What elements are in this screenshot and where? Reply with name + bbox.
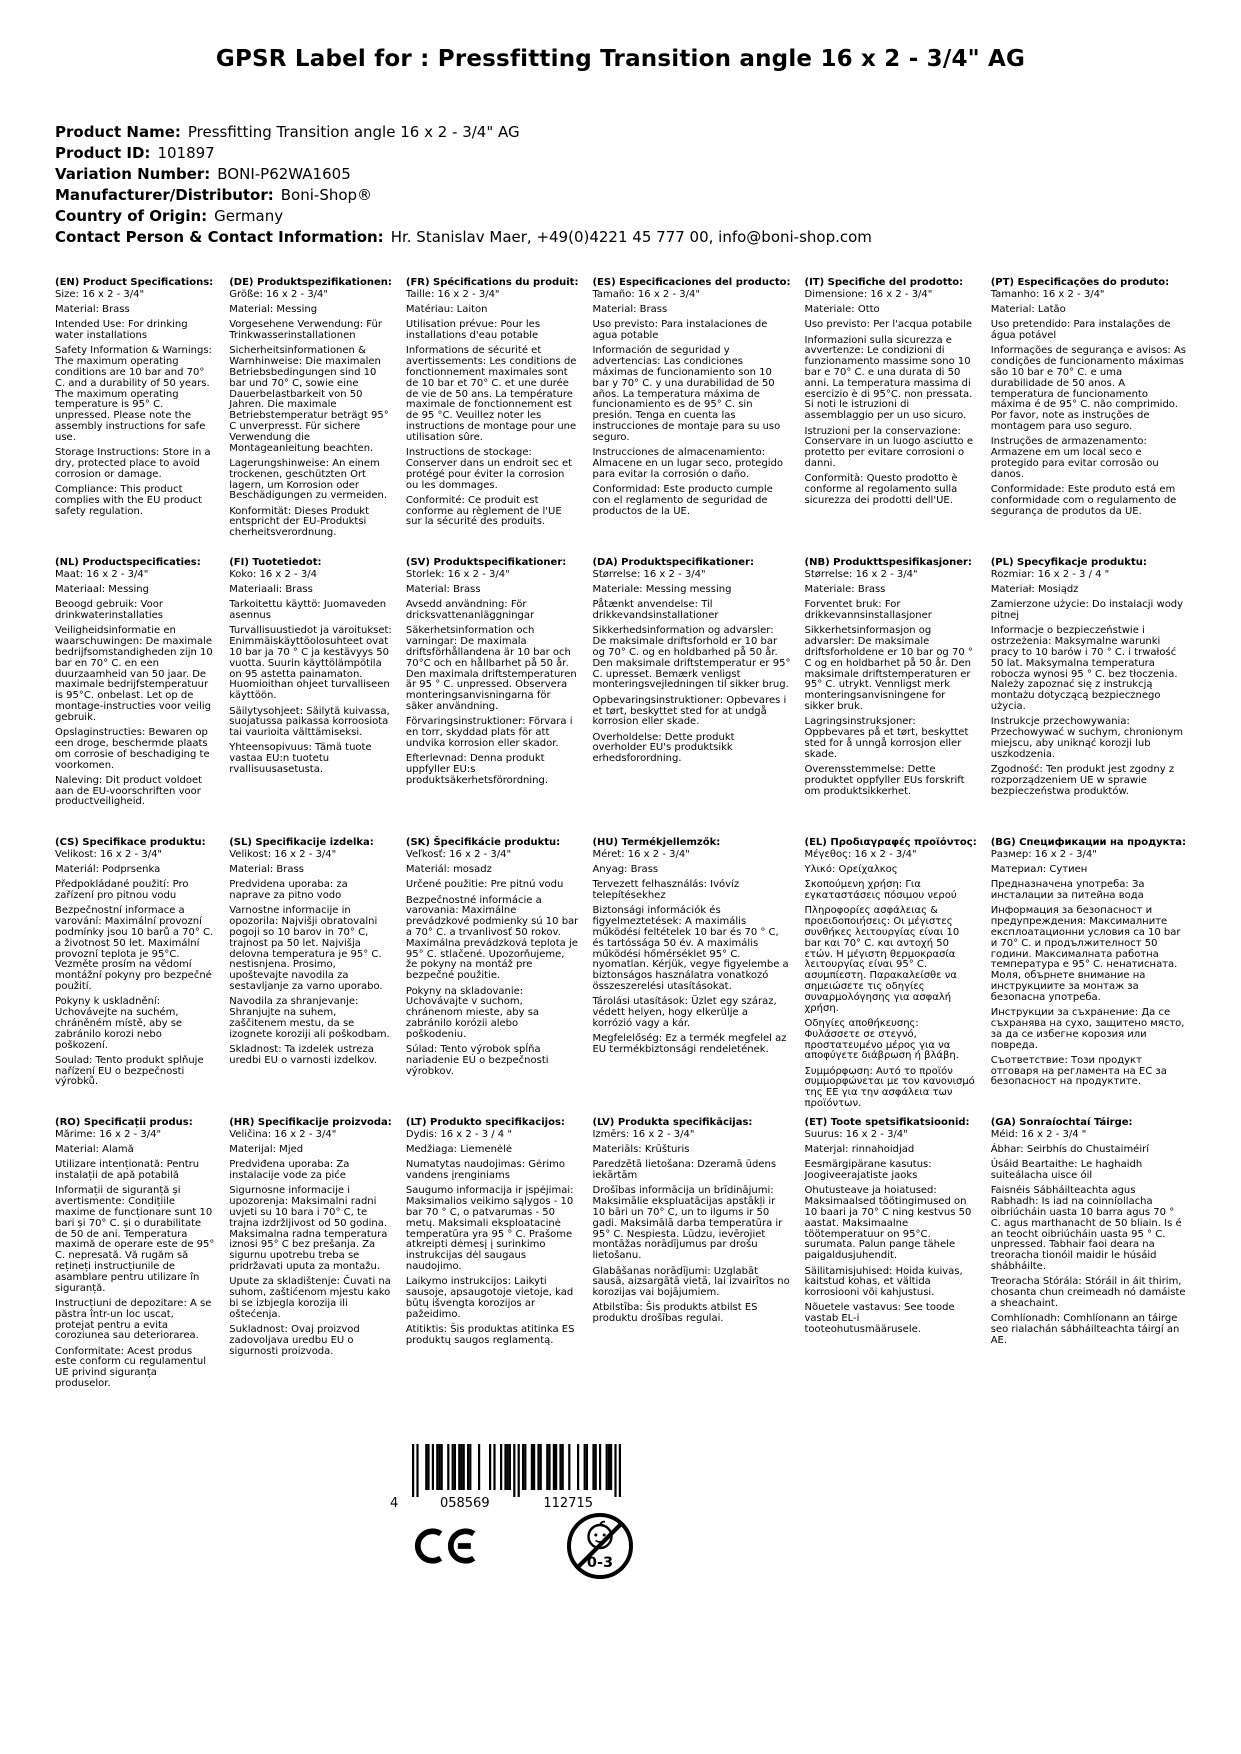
spec-block xyxy=(805,558,977,838)
spec-paragraphs xyxy=(55,850,215,1088)
spec-block xyxy=(991,1118,1186,1398)
spec-block xyxy=(55,1118,215,1398)
spec-paragraph: Materiale: Brass xyxy=(804,584,886,596)
spec-paragraph: Informații de siguranță și avertismente: Condițiile maxime de funcționare sunt 10 bari și 70° C. și o durabilitate de 50 de ani. Temperatura maximă de operare este de 95° C. nepresată. Vă rugăm să rețineți instrucțiunile de asamblare pentru utilizare în siguranță. xyxy=(55,1185,215,1294)
spec-paragraph: Instructions de stockage: Conserver dans un endroit sec et protégé pour éviter la corrosion ou les dommages. xyxy=(405,447,573,491)
spec-paragraph: Dydis: 16 x 2 - 3 / 4 " xyxy=(405,1128,512,1140)
spec-heading: (DA) Produktspecifikationer: xyxy=(592,557,754,568)
spec-paragraph: Uso previsto: Per l'acqua potabile xyxy=(804,319,973,331)
spec-heading: (BG) Спецификации на продукта: xyxy=(990,837,1186,848)
spec-paragraph: Predvidena uporaba: za naprave za pitno vodo xyxy=(229,879,348,902)
spec-paragraph: Glabāšanas norādījumi: Uzglabāt sausā, aizsargātā vietā, lai izvairītos no korozijas vai bojājumiem. xyxy=(592,1265,790,1299)
spec-paragraph: Mărime: 16 x 2 - 3/4" xyxy=(55,1128,162,1140)
spec-heading: (ES) Especificaciones del producto: xyxy=(592,277,791,288)
product-field-row xyxy=(55,122,872,143)
page-title: GPSR Label for : Pressfitting Transition angle 16 x 2 - 3/4" AG xyxy=(215,46,1026,72)
spec-paragraph: Drošības informācija un brīdinājumi: Maksimālie ekspluatācijas apstākļi ir 10 bāri un 70° C, un to ilgums ir 50 gadi. Maksimālā darba temperatūra ir 95° C. Nespiesta. Lūdzu, ievērojiet montāžas norādījumus par drošu lietošanu. xyxy=(592,1185,783,1262)
spec-paragraph: Utilizare intenționată: Pentru instalații de apă potabilă xyxy=(55,1159,200,1182)
spec-paragraph: Maat: 16 x 2 - 3/4" xyxy=(55,568,149,580)
spec-paragraph: Πληροφορίες ασφάλειας & προειδοποιήσεις: Οι μέγιστες συνθήκες λειτουργίας είναι 10 bar και 70° C. και αντοχή 50 ετών. Η μέγιστη θερμοκρασία λειτουργίας είναι 95° C. ασυμπίεστη. Παρακαλείσθε να σημειώσετε τις οδηγίες συναρμολόγησης για ασφαλή χρήση. xyxy=(804,905,960,1014)
product-field-row xyxy=(55,164,872,185)
spec-block xyxy=(406,278,579,558)
product-info-section xyxy=(55,122,872,248)
spec-block xyxy=(592,558,790,838)
spec-paragraph: Koko: 16 x 2 - 3/4 xyxy=(229,568,317,580)
spec-paragraph: Storage Instructions: Store in a dry, protected place to avoid corrosion or damage. xyxy=(55,447,211,480)
spec-paragraph: Material: Alamă xyxy=(55,1144,134,1156)
spec-paragraph: Materjal: rinnahoidjad xyxy=(804,1144,915,1156)
spec-paragraph: Materiál: mosadz xyxy=(405,864,492,876)
product-field-row xyxy=(55,206,872,227)
barcode-digits-group2: 112715 xyxy=(543,1496,594,1510)
spec-paragraph: Conformidad: Este producto cumple con el reglamento de seguridad de productos de la UE. xyxy=(592,484,773,517)
spec-paragraph: Predviđena uporaba: Za instalacije vode za piće xyxy=(229,1159,350,1182)
spec-block xyxy=(991,558,1186,838)
spec-paragraph: Instrucțiuni de depozitare: A se păstra într-un loc uscat, protejat pentru a evita coroziunea sau deteriorarea. xyxy=(55,1297,212,1342)
spec-paragraphs xyxy=(805,850,977,1110)
spec-paragraph: Materiāls: Krūšturis xyxy=(592,1144,690,1156)
spec-heading: (HU) Termékjellemzők: xyxy=(592,837,721,848)
spec-paragraph: Biztonsági információk és figyelmeztetések: A maximális működési feltételek 10 bar és 70 ° C, és tartóssága 50 év. A maximális működési hőmérséklet 95° C. nyomatlan. Kérjük, vegye figyelembe a biztonságos használatra vonatkozó összeszerelési utasításokat. xyxy=(592,905,789,993)
spec-paragraph: Faisnéis Sábháilteachta agus Rabhadh: Is iad na coinníollacha oibriúcháin uasta 10 barra agus 70 ° C. agus marthanacht de 50 bliain. Is é an teocht oibriúcháin uasta 95 ° C. unpressed. Tabhair faoi deara na treoracha tionóil maidir le húsáid shábháilte. xyxy=(990,1185,1182,1273)
product-field-label: Variation Number: xyxy=(55,165,211,183)
product-field-label: Contact Person & Contact Information: xyxy=(55,228,384,246)
spec-paragraphs xyxy=(55,570,215,808)
spec-paragraphs xyxy=(406,850,579,1078)
spec-paragraph: Veľkosť: 16 x 2 - 3/4" xyxy=(405,848,512,860)
spec-paragraph: Инструкции за съхранение: Да се съхранява на сухо, защитено място, за да се избегне корозия или повреда. xyxy=(990,1007,1185,1051)
spec-heading: (FI) Tuotetiedot: xyxy=(229,557,322,568)
spec-block xyxy=(592,838,790,1118)
spec-paragraph: Upute za skladištenje: Čuvati na suhom, zaštićenom mjestu kako bi se izbjegla korozija ili oštećenja. xyxy=(229,1276,391,1320)
spec-paragraph: Rozmiar: 16 x 2 - 3 / 4 " xyxy=(990,568,1110,580)
spec-paragraph: Material: Latão xyxy=(990,304,1066,316)
product-field-value: Hr. Stanislav Maer, +49(0)4221 45 777 00, info@boni-shop.com xyxy=(390,228,872,246)
spec-paragraph: Předpokládané použití: Pro zařízení pro pitnou vodu xyxy=(55,879,189,902)
spec-paragraph: Atitiktis: Šis produktas atitinka ES produktų saugos reglamentą. xyxy=(405,1324,575,1346)
spec-paragraph: Предназначена употреба: За инсталации за питейна вода xyxy=(990,879,1145,902)
spec-paragraph: Material: Brass xyxy=(405,584,481,596)
spec-block xyxy=(406,838,579,1118)
spec-paragraph: Veličina: 16 x 2 - 3/4" xyxy=(229,1128,337,1140)
compliance-marks xyxy=(412,1510,636,1582)
spec-paragraph: Informações de segurança e avisos: As condições de funcionamento máximas são 10 bar e 70° C. e uma durabilidade de 50 anos. A temperatura de funcionamento máxima é de 95° C. não comprimido. Por favor, note as instruções de montagem para uso seguro. xyxy=(990,345,1187,433)
spec-paragraph: Uso pretendido: Para instalações de água potável xyxy=(990,319,1171,342)
spec-block xyxy=(991,278,1186,558)
spec-paragraph: Материал: Сутиен xyxy=(990,864,1088,876)
barcode-section xyxy=(388,1444,628,1514)
spec-paragraph: Größe: 16 x 2 - 3/4" xyxy=(229,288,329,300)
spec-paragraph: Velikost: 16 x 2 - 3/4" xyxy=(55,848,163,860)
spec-block xyxy=(55,838,215,1118)
spec-paragraph: Ohutusteave ja hoiatused: Maksimaalsed töötingimused on 10 baari ja 70° C ning kestvus 50 aastat. Maksimaalne töötemperatuur on 95°C. surumata. Palun pange tähele paigaldusjuhendit. xyxy=(804,1185,972,1262)
product-field-value: Germany xyxy=(214,207,284,225)
product-field-value: Boni-Shop® xyxy=(280,186,373,204)
spec-heading: (SK) Špecifikácie produktu: xyxy=(405,837,561,848)
spec-paragraph: Materiál: Podprsenka xyxy=(55,864,161,876)
spec-paragraph: Информация за безопасност и предупреждения: Максималните експлоатационни условия са 10 bar и 70° C. и продължителност 50 години. Максималната работна температура е 95° C. ненатисната. Моля, обърнете внимание на инструкциите за монтаж за безопасна употреба. xyxy=(990,905,1181,1003)
spec-paragraph: Informations de sécurité et avertissements: Les conditions de fonctionnement maximales sont de 10 bar et 70° C. et une durée de vie de 50 ans. La température maximale de fonctionnement est de 95 °C. Veuillez noter les instructions de montage pour une utilisation sûre. xyxy=(405,345,577,443)
spec-paragraph: Material: Brass xyxy=(55,304,130,316)
spec-paragraph: Conformité: Ce produit est conforme au règlement de l'UE sur la sécurité des produits. xyxy=(405,494,562,528)
barcode-digits-group1: 058569 xyxy=(439,1496,490,1510)
spec-paragraph: Suurus: 16 x 2 - 3/4" xyxy=(804,1128,908,1140)
product-field-label: Country of Origin: xyxy=(55,207,208,225)
spec-paragraph: Uso previsto: Para instalaciones de agua potable xyxy=(592,319,768,342)
spec-paragraph: Förvaringsinstruktioner: Förvara i en torr, skyddad plats för att undvika korrosion eller skador. xyxy=(405,716,573,749)
spec-paragraph: Paredzētā lietošana: Dzeramā ūdens iekārtām xyxy=(592,1159,777,1182)
barcode-digit-left: 4 xyxy=(390,1496,399,1510)
spec-paragraph: Съответствие: Този продукт отговаря на регламента на ЕС за безопасност на продуктите. xyxy=(990,1054,1167,1088)
spec-paragraph: Turvallisuustiedot ja varoitukset: Enimmäiskäyttöolosuhteet ovat 10 bar ja 70 ° C ja kestävyys 50 vuotta. Suurin käyttölämpötila on 95 astetta painamaton. Huomioithan ohjeet turvalliseen käyttöön. xyxy=(229,625,392,702)
spec-paragraph: Conformitate: Acest produs este conform cu regulamentul UE privind siguranța produselor. xyxy=(55,1345,206,1390)
spec-paragraph: Utilisation prévue: Pour les installations d'eau potable xyxy=(405,319,541,342)
product-field-value: Pressfitting Transition angle 16 x 2 - 3/4" AG xyxy=(187,123,520,141)
spec-paragraphs xyxy=(592,1130,790,1325)
spec-paragraph: Conformità: Questo prodotto è conforme al regolamento sulla sicurezza dei prodotti dell'UE. xyxy=(804,473,958,506)
spec-paragraphs xyxy=(991,290,1186,518)
spec-paragraphs xyxy=(991,1130,1186,1347)
spec-paragraph: Úsáid Beartaithe: Le haghaidh suiteálacha uisce óil xyxy=(990,1159,1143,1182)
spec-paragraph: Informazioni sulla sicurezza e avvertenze: Le condizioni di funzionamento massime sono 10 bar e 70° C. e una durata di 50 anni. La temperatura massima di esercizio è di 95°C. non pressata. Si noti le istruzioni di assemblaggio per un uso sicuro. xyxy=(804,334,973,422)
spec-paragraph: Sicherheitsinformationen & Warnhinweise: Die maximalen Betriebsbedingungen sind 10 bar und 70° C, sowie eine Dauerbelastbarkeit von 50 Jahren. Die maximale Betriebstemperatur beträgt 95° C unverpresst. Für sichere Verwendung die Montageanleitung beachten. xyxy=(229,345,389,454)
spec-paragraph: Materiale: Messing messing xyxy=(592,584,732,596)
spec-block xyxy=(592,1118,790,1398)
age-warning-label: 0-3 xyxy=(586,1555,614,1571)
spec-paragraph: Overholdelse: Dette produkt overholder EU's produktsikk erhedsforordning. xyxy=(592,731,735,765)
spec-heading: (PL) Specyfikacje produktu: xyxy=(990,557,1147,568)
spec-paragraph: Σκοπούμενη χρήση: Για εγκαταστάσεις πόσιμου νερού xyxy=(804,879,957,902)
spec-block xyxy=(592,278,790,558)
spec-paragraph: Størrelse: 16 x 2 - 3/4" xyxy=(804,568,918,580)
spec-paragraphs xyxy=(55,290,215,518)
spec-block xyxy=(229,278,392,558)
spec-paragraph: Eesmärgipärane kasutus: Joogiveerajatiste jaoks xyxy=(804,1159,932,1182)
spec-paragraph: Sigurnosne informacije i upozorenja: Maksimalni radni uvjeti su 10 bara i 70° C, te trajna izdržljivost od 50 godina. Maksimalna radna temperatura iznosi 95° C bez prešanja. Za sigurnu upotrebu treba se pridržavati uputa za montažu. xyxy=(229,1185,388,1273)
spec-paragraphs xyxy=(229,570,392,776)
product-field-label: Manufacturer/Distributor: xyxy=(55,186,274,204)
spec-paragraph: Materiale: Otto xyxy=(804,304,880,316)
spec-paragraph: Materiaal: Messing xyxy=(55,584,149,596)
product-field-row xyxy=(55,227,872,248)
spec-paragraph: Lagerungshinweise: An einem trockenen, geschützten Ort lagern, um Korrosion oder Beschädigungen zu vermeiden. xyxy=(229,457,388,502)
spec-paragraphs xyxy=(592,290,790,518)
spec-paragraph: Méid: 16 x 2 - 3/4 " xyxy=(990,1128,1087,1140)
spec-paragraph: Soulad: Tento produkt splňuje nařízení EU o bezpečnosti výrobků. xyxy=(55,1054,204,1088)
age-warning-icon xyxy=(564,1510,636,1582)
spec-block xyxy=(406,558,579,838)
spec-heading: (LT) Produkto specifikacijos: xyxy=(405,1117,565,1128)
product-field-label: Product Name: xyxy=(55,123,181,141)
spec-block xyxy=(55,278,215,558)
spec-paragraph: Matériau: Laiton xyxy=(405,304,488,316)
spec-paragraph: Säilytysohjeet: Säilytä kuivassa, suojatussa paikassa korroosiota tai vaurioita välttämiseksi. xyxy=(229,705,390,739)
spec-paragraph: Určené použitie: Pre pitnú vodu xyxy=(405,879,564,891)
spec-paragraphs xyxy=(55,1130,215,1390)
spec-paragraph: Medžiaga: Liemenėlė xyxy=(405,1144,513,1156)
ce-mark-icon xyxy=(412,1521,478,1571)
spec-heading: (SL) Specifikacije izdelka: xyxy=(229,837,374,848)
spec-paragraph: Atbilstība: Šis produkts atbilst ES produktu drošības regulai. xyxy=(592,1302,758,1325)
spec-paragraph: Storlek: 16 x 2 - 3/4" xyxy=(405,568,510,580)
spec-paragraph: Συμμόρφωση: Αυτό το προϊόν συμμορφώνεται με τον κανονισμό της ΕΕ για την ασφάλεια των προϊόντων. xyxy=(804,1065,975,1110)
spec-paragraph: Ábhar: Seirbhís do Chustaiméirí xyxy=(990,1144,1149,1156)
product-field-value: BONI-P62WA1605 xyxy=(217,165,351,183)
product-field-value: 101897 xyxy=(157,144,215,162)
spec-heading: (GA) Sonraíochtaí Táirge: xyxy=(990,1117,1133,1128)
spec-paragraph: Naleving: Dit product voldoet aan de EU-voorschriften voor productveiligheid. xyxy=(55,774,203,808)
spec-paragraph: Bezpečnostní informace a varování: Maximální provozní podmínky jsou 10 barů a 70° C. a životnost 50 let. Maximální provozní teplota je 95°C. Vezměte prosím na vědomí montážní pokyny pro bezpečné použití. xyxy=(55,905,214,993)
spec-paragraphs xyxy=(406,290,579,528)
spec-paragraph: Megfelelőség: Ez a termék megfelel az EU termékbiztonsági rendeletének. xyxy=(592,1033,787,1056)
spec-paragraph: Οδηγίες αποθήκευσης: Φυλάσσετε σε στεγνό, προστατευμένο μέρος για να αποφύγετε διάβρωση ή βλάβη. xyxy=(804,1017,959,1062)
spec-paragraph: Yhteensopivuus: Tämä tuote vastaa EU:n tuotetu rvallisuusasetusta. xyxy=(229,742,372,776)
spec-paragraph: Skladnost: Ta izdelek ustreza uredbi EU o varnosti izdelkov. xyxy=(229,1044,378,1066)
spec-paragraph: Taille: 16 x 2 - 3/4" xyxy=(405,288,500,300)
spec-paragraph: Pokyny k uskladnění: Uchovávejte na suchém, chráněném místě, aby se zabránilo korozi nebo poškození. xyxy=(55,996,183,1051)
spec-paragraph: Zgodność: Ten produkt jest zgodny z rozporządzeniem UE w sprawie bezpieczeństwa produktów. xyxy=(990,764,1175,797)
spec-paragraph: Tamaño: 16 x 2 - 3/4" xyxy=(592,288,700,300)
product-field-row xyxy=(55,185,872,206)
spec-paragraphs xyxy=(406,1130,579,1347)
spec-paragraphs xyxy=(991,850,1186,1088)
spec-heading: (EL) Προδιαγραφές προϊόντος: xyxy=(804,837,977,848)
spec-paragraph: Material: Brass xyxy=(229,864,304,876)
spec-paragraph: Säkerhetsinformation och varningar: De maximala driftsförhållandena är 10 bar och 70°C och en hållbarhet på 50 år. Den maximala driftstemperaturen är 95 ° C. unpressed. Observera monteringsanvisningarna för säker användning. xyxy=(405,625,577,713)
spec-paragraph: Saugumo informacija ir įspėjimai: Maksimalios veikimo sąlygos - 10 bar 70 ° C, o patvarumas - 50 metų. Maksimali eksploatacinė temperatūra yra 95 ° C. Prašome atkreipti dėmesį į surinkimo instrukcijas dėl saugaus naudojimo. xyxy=(405,1185,574,1273)
spec-paragraph: Izmērs: 16 x 2 - 3/4" xyxy=(592,1128,695,1140)
spec-paragraph: Velikost: 16 x 2 - 3/4" xyxy=(229,848,337,860)
spec-paragraph: Material: Brass xyxy=(592,304,668,316)
spec-paragraph: Tarkoitettu käyttö: Juomaveden asennus xyxy=(229,599,387,622)
spec-paragraphs xyxy=(406,570,579,787)
spec-heading: (RO) Specificații produs: xyxy=(55,1117,193,1128)
spec-paragraph: Súlad: Tento výrobok spĺňa nariadenie EÚ o bezpečnosti výrobkov. xyxy=(405,1044,549,1077)
spec-heading: (LV) Produkta specifikācijas: xyxy=(592,1117,753,1128)
spec-paragraphs xyxy=(805,1130,977,1336)
spec-paragraph: Anyag: Brass xyxy=(592,864,659,876)
spec-paragraph: Varnostne informacije in opozorila: Najvišji obratovalni pogoji so 10 barov in 70° C, trajnost pa 50 let. Najvišja delovna temperatura je 95° C. nestisnjena. Prosimo, upoštevajte navodila za sestavljanje za varno uporabo. xyxy=(229,905,383,993)
product-field-label: Product ID: xyxy=(55,144,151,162)
spec-paragraph: Tárolási utasítások: Üzlet egy száraz, védett helyen, hogy elkerülje a korrózió vagy a kár. xyxy=(592,996,777,1029)
spec-paragraph: Opbevaringsinstruktioner: Opbevares i et tørt, beskyttet sted for at undgå korrosion eller skade. xyxy=(592,694,787,728)
spec-block xyxy=(805,278,977,558)
spec-heading: (HR) Specifikacije proizvoda: xyxy=(229,1117,392,1128)
spec-paragraph: Overensstemmelse: Dette produktet oppfyller EUs forskrift om produktsikkerhet. xyxy=(804,764,965,797)
spec-paragraph: Nõuetele vastavus: See toode vastab EL-i tooteohutusmäärusele. xyxy=(804,1302,955,1336)
spec-paragraph: Opslaginstructies: Bewaren op een droge, beschermde plaats om corrosie of beschadiging te voorkomen. xyxy=(55,727,210,771)
spec-paragraph: Materiaali: Brass xyxy=(229,584,313,596)
spec-paragraph: Sikkerhedsinformation og advarsler: De maksimale driftsforhold er 10 bar og 70° C. og en holdbarhed på 50 år. Den maksimale driftstemperatur er 95° C. upresset. Bemærk venligst monteringsvejledningen til sikker brug. xyxy=(592,625,791,691)
spec-heading: (ET) Toote spetsifikatsioonid: xyxy=(804,1117,970,1128)
spec-paragraph: Safety Information & Warnings: The maximum operating conditions are 10 bar and 70° C. and a durability of 50 years. The maximum operating temperature is 95° C. unpressed. Please note the assembly instructions for safe use. xyxy=(55,345,212,443)
spec-heading: (IT) Specifiche del prodotto: xyxy=(804,277,964,288)
spec-block xyxy=(406,1118,579,1398)
spec-paragraph: Informacje o bezpieczeństwie i ostrzeżenia: Maksymalne warunki pracy to 10 barów i 70 ° C. i trwałość 50 lat. Maksymalna temperatura robocza wynosi 95 ° C. bez tłoczenia. Należy zapoznać się z instrukcją montażu dotyczącą bezpiecznego użycia. xyxy=(990,625,1178,713)
spec-heading: (SV) Produktspecifikationer: xyxy=(405,557,567,568)
spec-heading: (FR) Spécifications du produit: xyxy=(405,277,579,288)
spec-paragraph: Tamanho: 16 x 2 - 3/4" xyxy=(990,288,1105,300)
spec-paragraph: Μέγεθος: 16 x 2 - 3/4" xyxy=(804,848,917,860)
product-field-row xyxy=(55,143,872,164)
spec-block xyxy=(229,838,392,1118)
spec-paragraph: Størrelse: 16 x 2 - 3/4" xyxy=(592,568,706,580)
spec-paragraph: Размер: 16 x 2 - 3/4" xyxy=(990,848,1097,860)
spec-paragraphs xyxy=(229,290,392,539)
spec-paragraph: Säilitamisjuhised: Hoida kuivas, kaitstud kohas, et vältida korrosiooni või kahjustusi. xyxy=(804,1265,963,1299)
spec-paragraphs xyxy=(991,570,1186,798)
spec-paragraph: Méret: 16 x 2 - 3/4" xyxy=(592,848,690,860)
spec-paragraph: Instrucciones de almacenamiento: Almacene en un lugar seco, protegido para evitar la corrosión o daño. xyxy=(592,447,784,480)
spec-block xyxy=(805,838,977,1118)
spec-paragraphs xyxy=(229,850,392,1067)
spec-paragraph: Instrukcje przechowywania: Przechowywać w suchym, chronionym miejscu, aby uniknąć korozji lub uszkodzenia. xyxy=(990,716,1183,760)
spec-paragraph: Dimensione: 16 x 2 - 3/4" xyxy=(804,288,933,300)
spec-paragraph: Instruções de armazenamento: Armazene em um local seco e protegido para evitar corrosão ou danos. xyxy=(990,436,1159,480)
spec-paragraph: Beoogd gebruik: Voor drinkwaterinstallaties xyxy=(55,599,163,622)
ean-barcode xyxy=(388,1444,628,1510)
spec-paragraphs xyxy=(229,1130,392,1358)
spec-heading: (EN) Product Specifications: xyxy=(55,277,214,288)
spec-paragraph: Conformidade: Este produto está em conformidade com o regulamento de segurança de produtos da UE. xyxy=(990,484,1177,517)
spec-paragraph: Materiał: Mosiądz xyxy=(990,584,1079,596)
spec-paragraph: Información de seguridad y advertencias: Las condiciones máximas de funcionamiento son 10 bar y 70° C. y una durabilidad de 50 años. La temperatura máxima de funcionamiento es de 95° C. sin presión. Tenga en cuenta las instrucciones de montaje para su uso seguro. xyxy=(592,345,781,443)
spec-paragraph: Efterlevnad: Denna produkt uppfyller EU:s produktsäkerhetsförordning. xyxy=(405,753,549,786)
spec-heading: (DE) Produktspezifikationen: xyxy=(229,277,392,288)
spec-paragraph: Laikymo instrukcijos: Laikyti sausoje, apsaugotoje vietoje, kad būtų išvengta korozijos ar pažeidimo. xyxy=(405,1276,574,1320)
spec-paragraphs xyxy=(805,290,977,507)
spec-paragraphs xyxy=(805,570,977,798)
spec-block xyxy=(991,838,1186,1118)
spec-paragraph: Numatytas naudojimas: Gėrimo vandens įrenginiams xyxy=(405,1159,565,1182)
spec-paragraph: Forventet bruk: For drikkevannsinstallasjoner xyxy=(804,599,932,622)
spec-paragraph: Lagringsinstruksjoner: Oppbevares på et tørt, beskyttet sted for å unngå korrosjon eller skade. xyxy=(804,716,969,760)
spec-paragraphs xyxy=(592,570,790,765)
spec-paragraph: Istruzioni per la conservazione: Conservare in un luogo asciutto e protetto per evitare corrosioni o danni. xyxy=(804,425,973,469)
spec-block xyxy=(805,1118,977,1398)
spec-paragraph: Veiligheidsinformatie en waarschuwingen: De maximale bedrijfsomstandigheden zijn 10 bar en 70° C. en een duurzaamheid van 50 jaar. De maximale bedrijfstemperatuur is 95°C. onbelast. Let op de montage-instructies voor veilig gebruik. xyxy=(55,625,213,723)
spec-heading: (NL) Productspecificaties: xyxy=(55,557,201,568)
spec-paragraph: Size: 16 x 2 - 3/4" xyxy=(55,288,145,300)
spec-paragraphs xyxy=(592,850,790,1056)
spec-heading: (NB) Produkttspesifikasjoner: xyxy=(804,557,972,568)
spec-block xyxy=(229,558,392,838)
spec-paragraph: Bezpečnostné informácie a varovania: Maximálne prevádzkové podmienky sú 10 bar a 70° C. a trvanlivosť 50 rokov. Maximálna prevádzková teplota je 95° C. stlačené. Upozorňujeme, že pokyny na montáž pre bezpečné použitie. xyxy=(405,894,579,982)
spec-heading: (CS) Specifikace produktu: xyxy=(55,837,206,848)
spec-paragraph: Intended Use: For drinking water installations xyxy=(55,319,188,342)
spec-paragraph: Sikkerhetsinformasjon og advarsler: De maksimale driftsforholdene er 10 bar og 70 ° C og en holdbarhet på 50 år. Den maksimale driftstemperaturen er 95° C. utrykt. Vennligst merk monteringsanvisningene for sikker bruk. xyxy=(804,625,973,713)
spec-paragraph: Konformität: Dieses Produkt entspricht der EU-Produktsi cherheitsverordnung. xyxy=(229,505,370,539)
spec-block xyxy=(229,1118,392,1398)
spec-paragraph: Tervezett felhasználás: Ivóvíz telepítésekhez xyxy=(592,879,740,902)
spec-paragraph: Sukladnost: Ovaj proizvod zadovoljava uredbu EU o sigurnosti proizvoda. xyxy=(229,1324,360,1357)
spec-paragraph: Pokyny na skladovanie: Uchovávajte v suchom, chránenom mieste, aby sa zabránilo korózii alebo poškodeniu. xyxy=(405,985,540,1040)
spec-heading: (PT) Especificações do produto: xyxy=(990,277,1170,288)
spec-paragraph: Compliance: This product complies with the EU product safety regulation. xyxy=(55,484,203,517)
language-grid xyxy=(55,278,1186,1398)
spec-paragraph: Comhlíonadh: Comhlíonann an táirge seo rialachán sábháilteachta táirgí an AE. xyxy=(990,1313,1180,1346)
spec-paragraph: Treoracha Stórála: Stóráil in áit thirim, chosanta chun creimeadh nó damáiste a sheachaint. xyxy=(990,1276,1186,1309)
spec-paragraph: Påtænkt anvendelse: Til drikkevandsinstallationer xyxy=(592,599,719,622)
spec-paragraph: Material: Messing xyxy=(229,304,318,316)
spec-paragraph: Navodila za shranjevanje: Shranjujte na suhem, zaščitenem mestu, da se izognete koroziji ali poškodbam. xyxy=(229,996,390,1040)
spec-paragraph: Vorgesehene Verwendung: Für Trinkwasserinstallationen xyxy=(229,319,382,342)
spec-paragraph: Zamierzone użycie: Do instalacji wody pitnej xyxy=(990,599,1184,622)
spec-paragraph: Materijal: Mjed xyxy=(229,1144,304,1156)
spec-paragraph: Avsedd användning: För dricksvattenanläggningar xyxy=(405,599,535,622)
spec-paragraph: Υλικό: Ορείχαλκος xyxy=(804,864,898,876)
spec-block xyxy=(55,558,215,838)
